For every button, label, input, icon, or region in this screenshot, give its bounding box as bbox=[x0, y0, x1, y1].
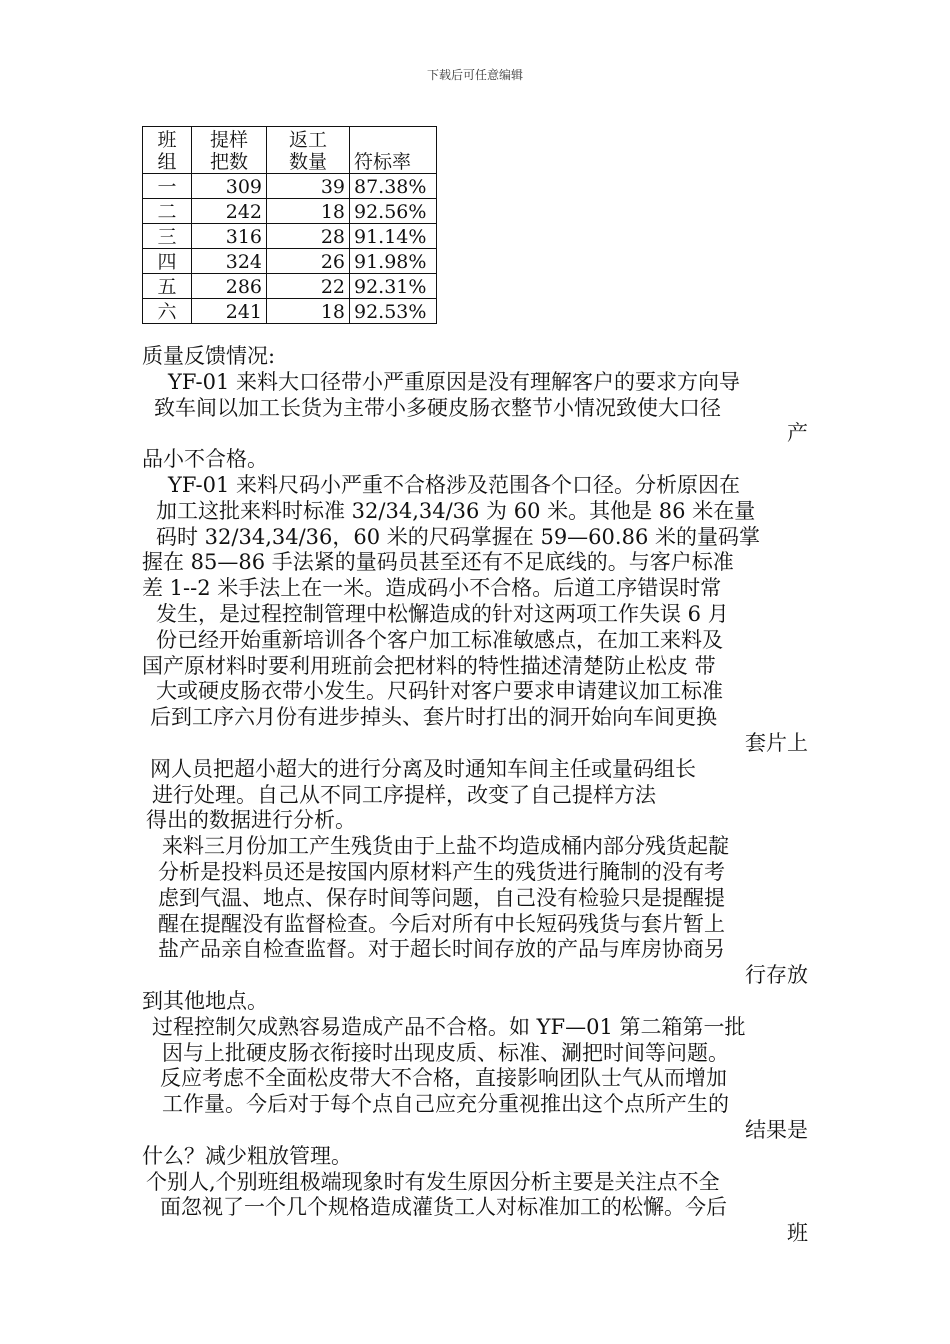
text-line: 差 1--2 米手法上在一米。造成码小不合格。后道工序错误时常 bbox=[142, 576, 722, 601]
text-line: 码时 32/34,34/36，60 米的尺码掌握在 59—60.86 米的量码掌 bbox=[156, 524, 760, 549]
cell-samples: 241 bbox=[192, 299, 267, 324]
cell-team: 四 bbox=[143, 249, 192, 274]
cell-team: 六 bbox=[143, 299, 192, 324]
text-line: 来料三月份加工产生残货由于上盐不均造成桶内部分残货起靛 bbox=[162, 834, 729, 859]
text-line: 个别人,个别班组极端现象时有发生原因分析主要是关注点不全 bbox=[146, 1169, 720, 1194]
cell-rework: 18 bbox=[267, 299, 350, 324]
cell-samples: 324 bbox=[192, 249, 267, 274]
cell-samples: 242 bbox=[192, 199, 267, 224]
cell-pass-rate: 91.14% bbox=[350, 224, 437, 249]
quality-feedback-body bbox=[142, 344, 808, 1247]
cell-rework: 39 bbox=[267, 174, 350, 199]
cell-pass-rate: 92.53% bbox=[350, 299, 437, 324]
cell-team: 一 bbox=[143, 174, 192, 199]
text-line: 分析是投料员还是按国内原材料产生的残货进行腌制的没有考 bbox=[158, 859, 725, 884]
text-line: 到其他地点。 bbox=[142, 988, 268, 1013]
cell-pass-rate: 91.98% bbox=[350, 249, 437, 274]
cell-team: 二 bbox=[143, 199, 192, 224]
cell-samples: 286 bbox=[192, 274, 267, 299]
cell-samples: 309 bbox=[192, 174, 267, 199]
col-header-samples: 提样 把数 bbox=[192, 127, 267, 174]
text-line: 产 bbox=[787, 421, 808, 446]
table-row bbox=[143, 174, 437, 199]
text-line: 因与上批硬皮肠衣衔接时出现皮质、标准、涮把时间等问题。 bbox=[162, 1040, 729, 1065]
text-line: YF-01 来料尺码小严重不合格涉及范围各个口径。分析原因在 bbox=[168, 472, 740, 497]
text-line: 得出的数据进行分析。 bbox=[146, 808, 356, 833]
col-header-team: 班 组 bbox=[143, 127, 192, 174]
text-line: 国产原材料时要利用班前会把材料的特性描述清楚防止松皮 带 bbox=[142, 653, 716, 678]
text-line: 虑到气温、地点、保存时间等问题，自己没有检验只是提醒提 bbox=[158, 885, 725, 910]
table-row bbox=[143, 224, 437, 249]
table-row bbox=[143, 249, 437, 274]
text-line: 结果是 bbox=[745, 1117, 808, 1142]
quality-stats-table bbox=[142, 126, 437, 324]
text-line: 致车间以加工长货为主带小多硬皮肠衣整节小情况致使大口径 bbox=[154, 395, 721, 420]
cell-rework: 22 bbox=[267, 274, 350, 299]
table-row bbox=[143, 199, 437, 224]
cell-samples: 316 bbox=[192, 224, 267, 249]
text-line: 反应考虑不全面松皮带大不合格，直接影响团队士气从而增加 bbox=[160, 1066, 727, 1091]
cell-pass-rate: 92.56% bbox=[350, 199, 437, 224]
cell-team: 三 bbox=[143, 224, 192, 249]
cell-pass-rate: 92.31% bbox=[350, 274, 437, 299]
header-note: 下载后可任意编辑 bbox=[426, 68, 523, 82]
cell-team: 五 bbox=[143, 274, 192, 299]
text-line: 盐产品亲自检查监督。对于超长时间存放的产品与库房协商另 bbox=[158, 937, 725, 962]
text-line: 醒在提醒没有监督检查。今后对所有中长短码残货与套片暂上 bbox=[158, 911, 725, 936]
text-line: 什么？减少粗放管理。 bbox=[142, 1143, 352, 1168]
text-line: 套片上 bbox=[745, 730, 808, 755]
text-line: 发生，是过程控制管理中松懈造成的针对这两项工作失误 6 月 bbox=[156, 601, 729, 626]
cell-rework: 26 bbox=[267, 249, 350, 274]
cell-rework: 28 bbox=[267, 224, 350, 249]
section-heading: 质量反馈情况: bbox=[142, 344, 276, 368]
table-row bbox=[143, 299, 437, 324]
text-line: YF-01 来料大口径带小严重原因是没有理解客户的要求方向导 bbox=[168, 369, 740, 394]
table-header-row bbox=[143, 127, 437, 174]
text-line: 握在 85—86 手法紧的量码员甚至还有不足底线的。与客户标准 bbox=[142, 550, 734, 575]
text-line: 大或硬皮肠衣带小发生。尺码针对客户要求申请建议加工标准 bbox=[156, 679, 723, 704]
text-line: 品小不合格。 bbox=[142, 447, 268, 472]
text-line: 工作量。今后对于每个点自己应充分重视推出这个点所产生的 bbox=[162, 1092, 729, 1117]
cell-pass-rate: 87.38% bbox=[350, 174, 437, 199]
text-line: 进行处理。自己从不同工序提样，改变了自己提样方法 bbox=[152, 782, 656, 807]
text-line: 面忽视了一个几个规格造成灌货工人对标准加工的松懈。今后 bbox=[160, 1195, 727, 1220]
table-row bbox=[143, 274, 437, 299]
text-line: 班 bbox=[787, 1221, 808, 1246]
cell-rework: 18 bbox=[267, 199, 350, 224]
text-line: 网人员把超小超大的进行分离及时通知车间主任或量码组长 bbox=[150, 756, 696, 781]
text-line: 后到工序六月份有进步掉头、套片时打出的洞开始向车间更换 bbox=[150, 705, 717, 730]
text-line: 份已经开始重新培训各个客户加工标准敏感点，在加工来料及 bbox=[156, 627, 723, 652]
text-line: 过程控制欠成熟容易造成产品不合格。如 YF—01 第二箱第一批 bbox=[152, 1014, 746, 1039]
col-header-rework: 返工 数量 bbox=[267, 127, 350, 174]
col-header-pass-rate: 符标率 bbox=[350, 127, 437, 174]
text-line: 加工这批来料时标准 32/34,34/36 为 60 米。其他是 86 米在量 bbox=[156, 498, 756, 523]
text-line: 行存放 bbox=[745, 963, 808, 988]
